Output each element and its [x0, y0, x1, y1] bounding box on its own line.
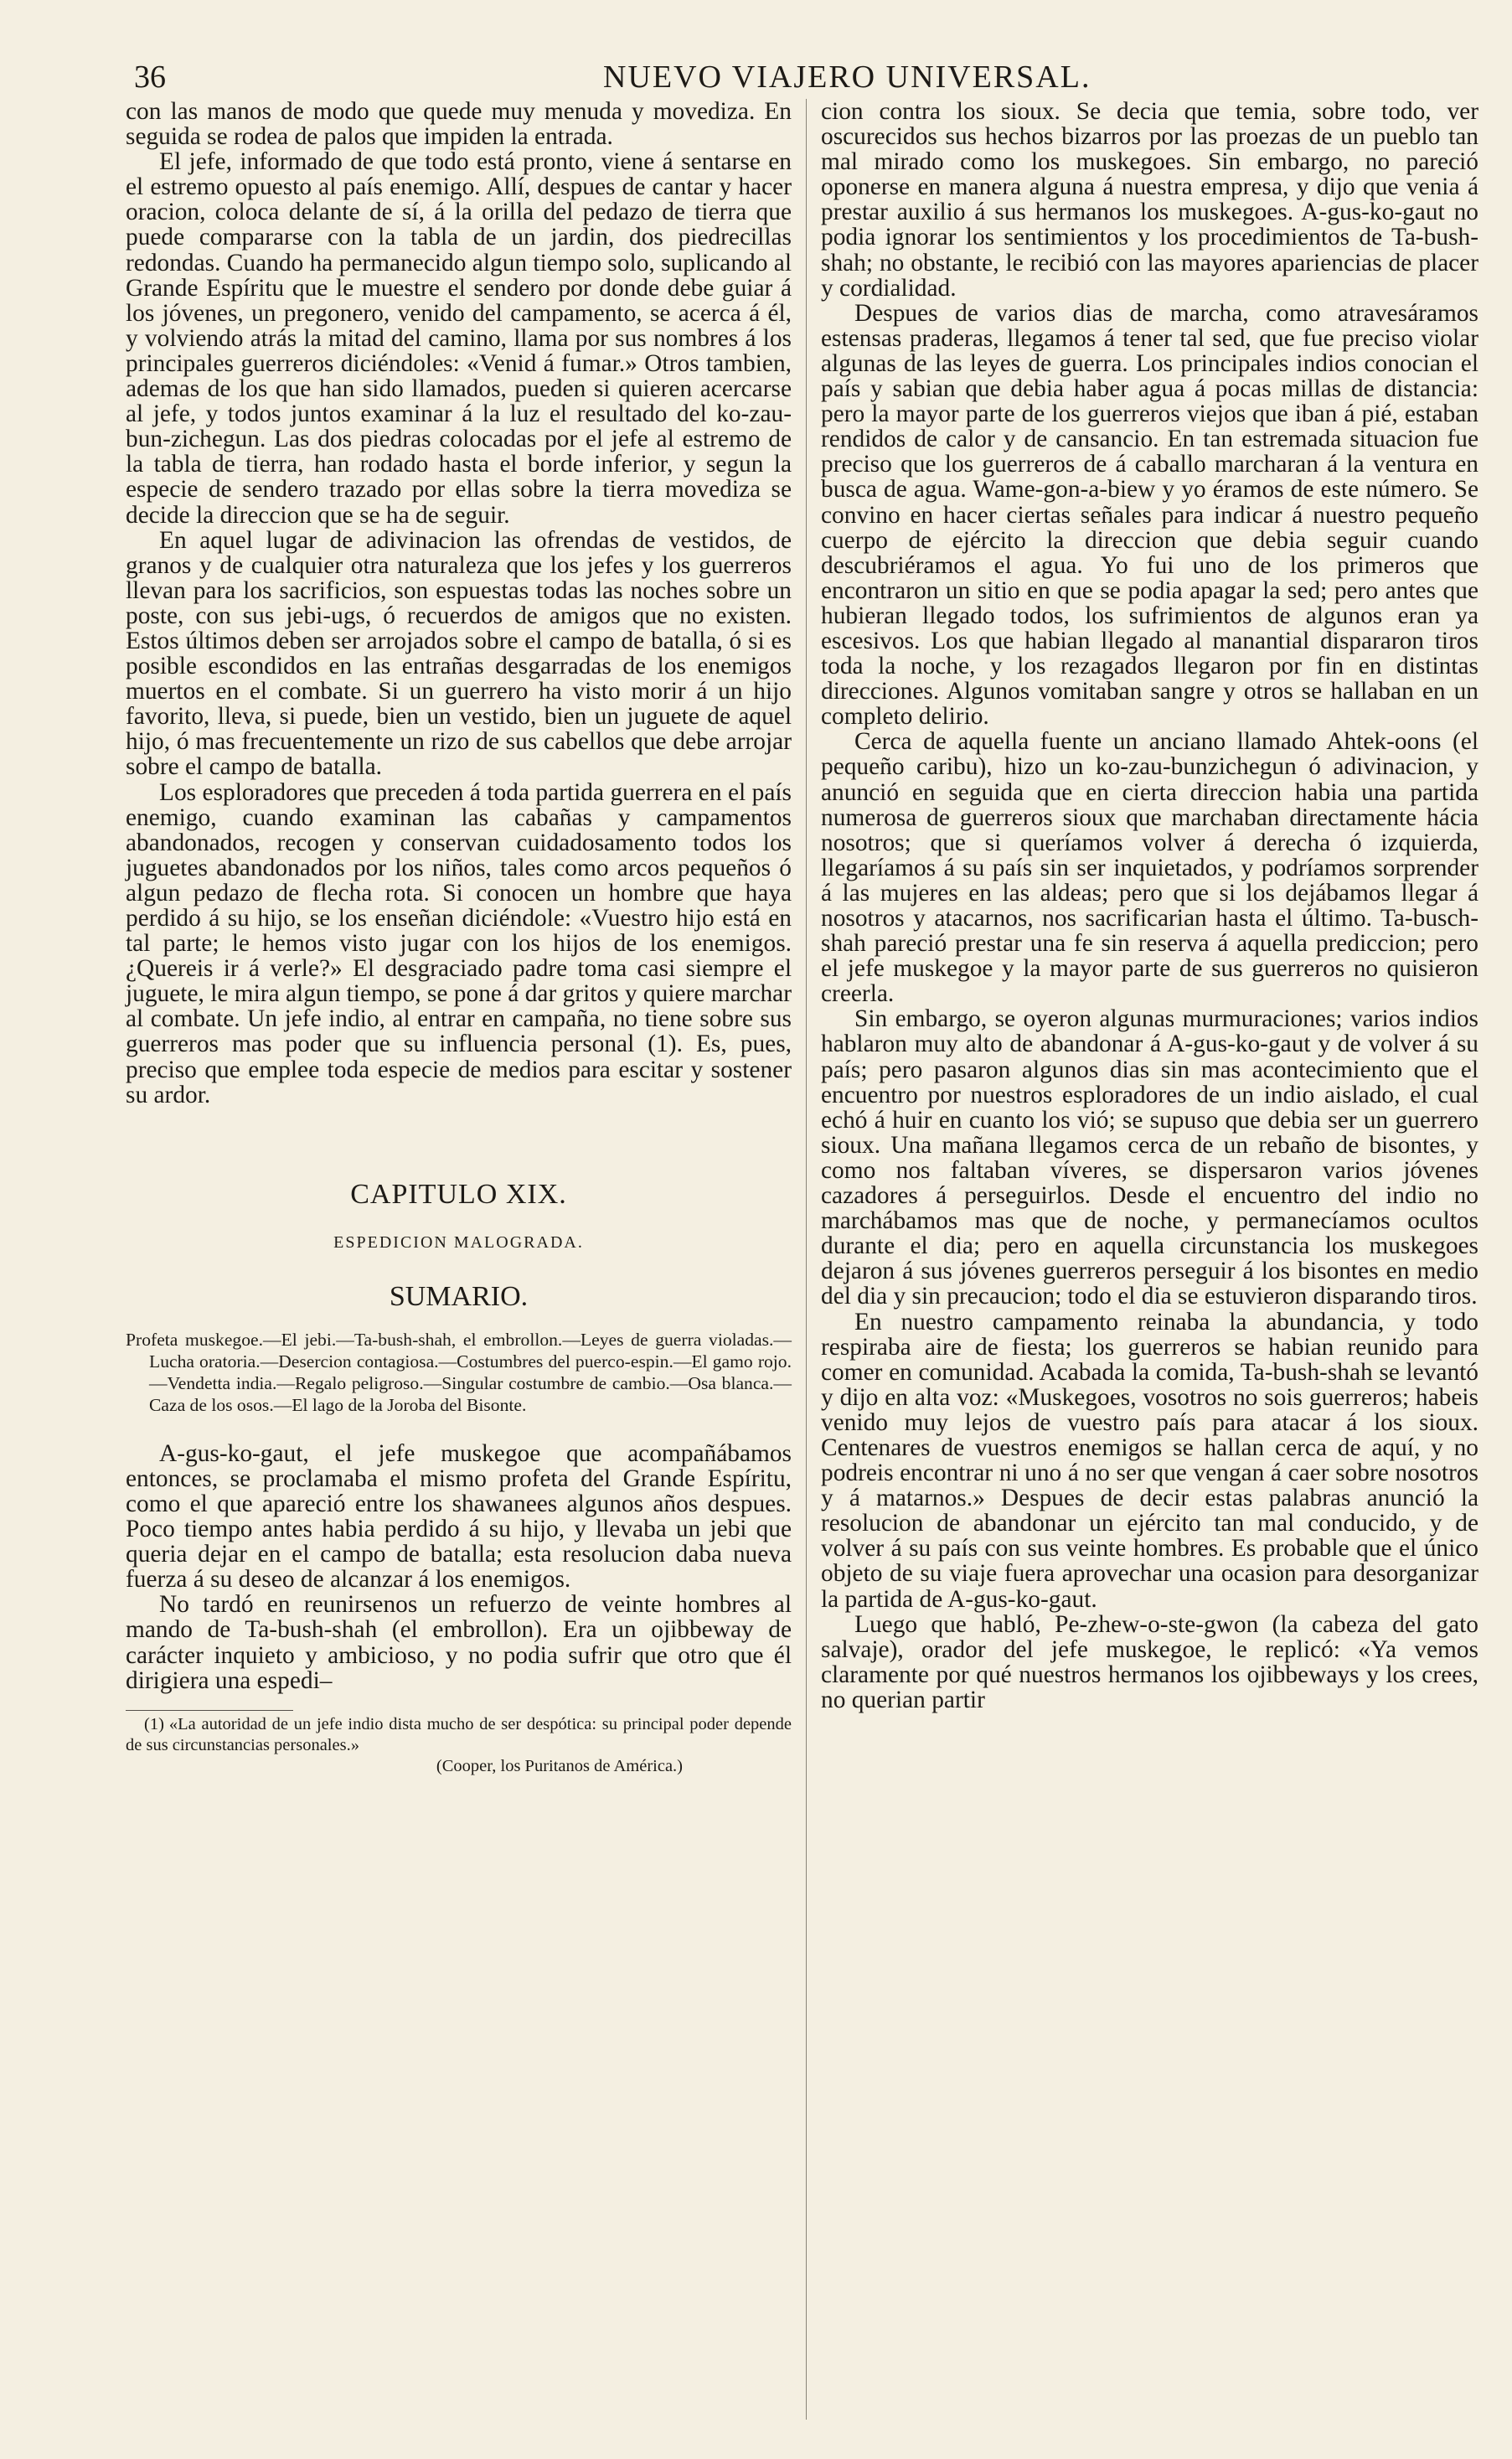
sumario-text: Profeta muskegoe.—El jebi.—Ta-bush-shah, el embrollon.—Leyes de guerra violadas.—Lucha oratoria.—Desercion contagiosa.—Costumbres del puerco-espin.—El gamo rojo.—Vendetta india.—Regalo peligroso.—Singular costumbre de cambio.—Osa blanca.—Caza de los osos.—El lago de la Joroba del Bisonte. — [126, 1329, 792, 1415]
column-divider — [806, 99, 807, 2420]
footnote — [126, 1714, 792, 1756]
paragraph: Cerca de aquella fuente un anciano llamado Ahtek-oons (el pequeño caribu), hizo un ko-zau-bunzichegun ó adivinacion, y anunció en seguida que en cierta direccion habia una partida numerosa de guerreros sioux que marchaban directamente hácia nosotros; que si queríamos volver á derecha ó izquierda, llegaríamos á su país sin ser inquietados, y podríamos sorprender á las mujeres en las aldeas; pero que si los dejábamos llegar á nosotros y atacarnos, nos sacrificarian hasta el último. Ta-busch-shah pareció prestar una fe sin reserva á aquella prediccion; pero el jefe muskegoe y la mayor parte de sus guerreros no quisieron creerla. — [821, 728, 1478, 1008]
paragraph: Despues de varios dias de marcha, como atravesáramos estensas praderas, llegamos á tener tal sed, que fue preciso violar algunas de las leyes de guerra. Los principales indios conocian el país y sabian que debia haber agua á pocas millas de distancia: pero la mayor parte de los guerreros viejos que iban á pié, estaban rendidos de calor y de cansancio. En tan estremada situacion fue preciso que los guerreros de á caballo marcharan á la ventura en busca de agua. Wame-gon-a-biew y yo éramos de este número. Se convino en hacer ciertas señales para indicar á nuestro pequeño cuerpo de ejército la direccion que debia seguir cuando descubriéramos el agua. Yo fui uno de los primeros que encontraron un sitio en que se podia apagar la sed; pero antes que hubieran llegado todos, los sufrimientos de algunos eran ya escesivos. Los que habian llegado al manantial dispararon tiros toda la noche, y los rezagados llegaron por fin en distintas direcciones. Algunos vomitaban sangre y otros se hallaban en un completo delirio. — [821, 299, 1478, 731]
right-column — [821, 99, 1478, 1713]
footnote-separator — [126, 1710, 293, 1711]
footnote-mark: (1) — [144, 1714, 164, 1733]
paragraph: A-gus-ko-gaut, el jefe muskegoe que acompañábamos entonces, se proclamaba el mismo profeta del Grande Espíritu, como el que apareció entre los shawanees algunos años despues. Poco tiempo antes habia perdido á su hijo, y llevaba un jebi que queria dejar en el campo de batalla; esta resolucion daba nueva fuerza á su deseo de alcanzar á los enemigos. — [126, 1439, 792, 1594]
paragraph: Luego que habló, Pe-zhew-o-ste-gwon (la cabeza del gato salvaje), orador del jefe muskegoe, le replicó: «Ya vemos claramente por qué nuestros hermanos los ojibbeways y los crees, no querian partir — [821, 1610, 1478, 1713]
chapter-title: CAPITULO XIX. — [350, 1178, 567, 1210]
paragraph: El jefe, informado de que todo está pronto, viene á sentarse en el estremo opuesto al país enemigo. Allí, despues de cantar y hacer oracion, coloca delante de sí, á la orilla del pedazo de tierra que puede compararse con la tabla de un jardin, dos piedrecillas redondas. Cuando ha permanecido algun tiempo solo, suplicando al Grande Espíritu que le muestre el sendero por donde debe guiar á los jóvenes, un pregonero, venido del campamento, se acerca á él, y volviendo atrás la mitad del camino, llama por sus nombres á los principales guerreros diciéndoles: «Venid á fumar.» Otros tambien, ademas de los que han sido llamados, pueden si quieren acercarse al jefe, y todos juntos examinar á la luz el resultado del ko-zau-bun-zichegun. Las dos piedras colocadas por el jefe al estremo de la tabla de tierra, han rodado hasta el borde inferior, y segun la especie de sendero trazado por ellas sobre la tierra movediza se decide la direccion que se ha de seguir. — [126, 148, 792, 529]
running-title: NUEVO VIAJERO UNIVERSAL. — [603, 59, 1091, 95]
left-column — [126, 99, 792, 1777]
paragraph: cion contra los sioux. Se decia que temia, sobre todo, ver oscurecidos sus hechos bizarros por las proezas de un pueblo tan mal mirado como los muskegoes. Sin embargo, no pareció oponerse en manera alguna á nuestra empresa, y dijo que venia á prestar auxilio á sus hermanos los muskegoes. A-gus-ko-gaut no podia ignorar los sentimientos y los procedimientos de Ta-bush-shah; no obstante, le recibió con las mayores apariencias de placer y cordialidad. — [821, 98, 1478, 302]
page-number: 36 — [134, 59, 166, 95]
chapter-subtitle: ESPEDICION MALOGRADA. — [333, 1232, 584, 1252]
paragraph: En nuestro campamento reinaba la abundancia, y todo respiraba aire de fiesta; los guerreros se habian reunido para comer en comunidad. Acabada la comida, Ta-bush-shah se levantó y dijo en alta voz: «Muskegoes, vosotros no sois guerreros; habeis venido muy lejos de vuestro país para atacar á los sioux. Centenares de vuestros enemigos se hallan cerca de aquí, y no podreis encontrar ni uno á no ser que vengan á caer sobre nosotros y á matarnos.» Despues de decir estas palabras anunció la resolucion de abandonar un ejército tan mal conducido, y de volver á su país con sus veinte hombres. Es probable que el único objeto de su viaje fuera aprovechar una ocasion para desorganizar la partida de A-gus-ko-gaut. — [821, 1308, 1478, 1613]
footnote-citation: (Cooper, los Puritanos de América.) — [436, 1756, 683, 1775]
paragraph: con las manos de modo que quede muy menuda y movediza. En seguida se rodea de palos que impiden la entrada. — [126, 98, 792, 151]
sumario-title: SUMARIO. — [389, 1280, 529, 1312]
paragraph: Los esploradores que preceden á toda partida guerrera en el país enemigo, cuando examinan las cabañas y campamentos abandonados, recogen y conservan cuidadosamento todos los juguetes abandonados por los niños, tales como arcos pequeños ó algun pedazo de flecha rota. Si conocen un hombre que haya perdido á su hijo, se los enseñan diciéndole: «Vuestro hijo está en tal parte; le hemos visto jugar con los hijos de los enemigos. ¿Quereis ir á verle?» El desgraciado padre toma casi siempre el juguete, le mira algun tiempo, se pone á dar gritos y quiere marchar al combate. Un jefe indio, al entrar en campaña, no tiene sobre sus guerreros mas poder que su influencia personal (1). Es, pues, preciso que emplee toda especie de medios para escitar y sostener su ardor. — [126, 778, 792, 1108]
paragraph: No tardó en reunirsenos un refuerzo de veinte hombres al mando de Ta-bush-shah (el embrollon). Era un ojibbeway de carácter inquieto y ambicioso, y no podia sufrir que otro que él dirigiera una espedi– — [126, 1591, 792, 1694]
paragraph: Sin embargo, se oyeron algunas murmuraciones; varios indios hablaron muy alto de abandonar á A-gus-ko-gaut y de volver á su país; pero pasaron algunos dias sin mas acontecimiento que el encuentro por nuestros esploradores de un indio aislado, el cual echó á huir en cuanto los vió; se supuso que debia ser un guerrero sioux. Una mañana llegamos cerca de un rebaño de bisontes, y como nos faltaban víveres, se dispersaron varios jóvenes cazadores á perseguirlos. Desde el encuentro del indio no marchábamos mas que de noche, y permanecíamos ocultos durante el dia; pero en aquella circunstancia los muskegoes dejaron á sus jóvenes guerreros perseguir á los bisontes en medio del dia y sin precaucion; todo el dia se estuvieron disparando tiros. — [821, 1005, 1478, 1310]
page-header — [134, 59, 1474, 97]
paragraph: En aquel lugar de adivinacion las ofrendas de vestidos, de granos y de cualquier otra naturaleza que los jefes y los guerreros llevan para los sacrificios, son espuestas todas las noches sobre un poste, con sus jebi-ugs, ó recuerdos de amigos que no existen. Estos últimos deben ser arrojados sobre el campo de batalla, ó si es posible escondidos en las entrañas desgarradas de los enemigos muertos en el combate. Si un guerrero ha visto morir á un hijo favorito, lleva, si puede, bien un vestido, bien un juguete de aquel hijo, ó mas frecuentemente un rizo de sus cabellos que debe arrojar sobre el campo de batalla. — [126, 526, 792, 781]
footnote-text: «La autoridad de un jefe indio dista mucho de ser despótica: su principal poder depende de sus circunstancias personales.» — [126, 1714, 792, 1754]
